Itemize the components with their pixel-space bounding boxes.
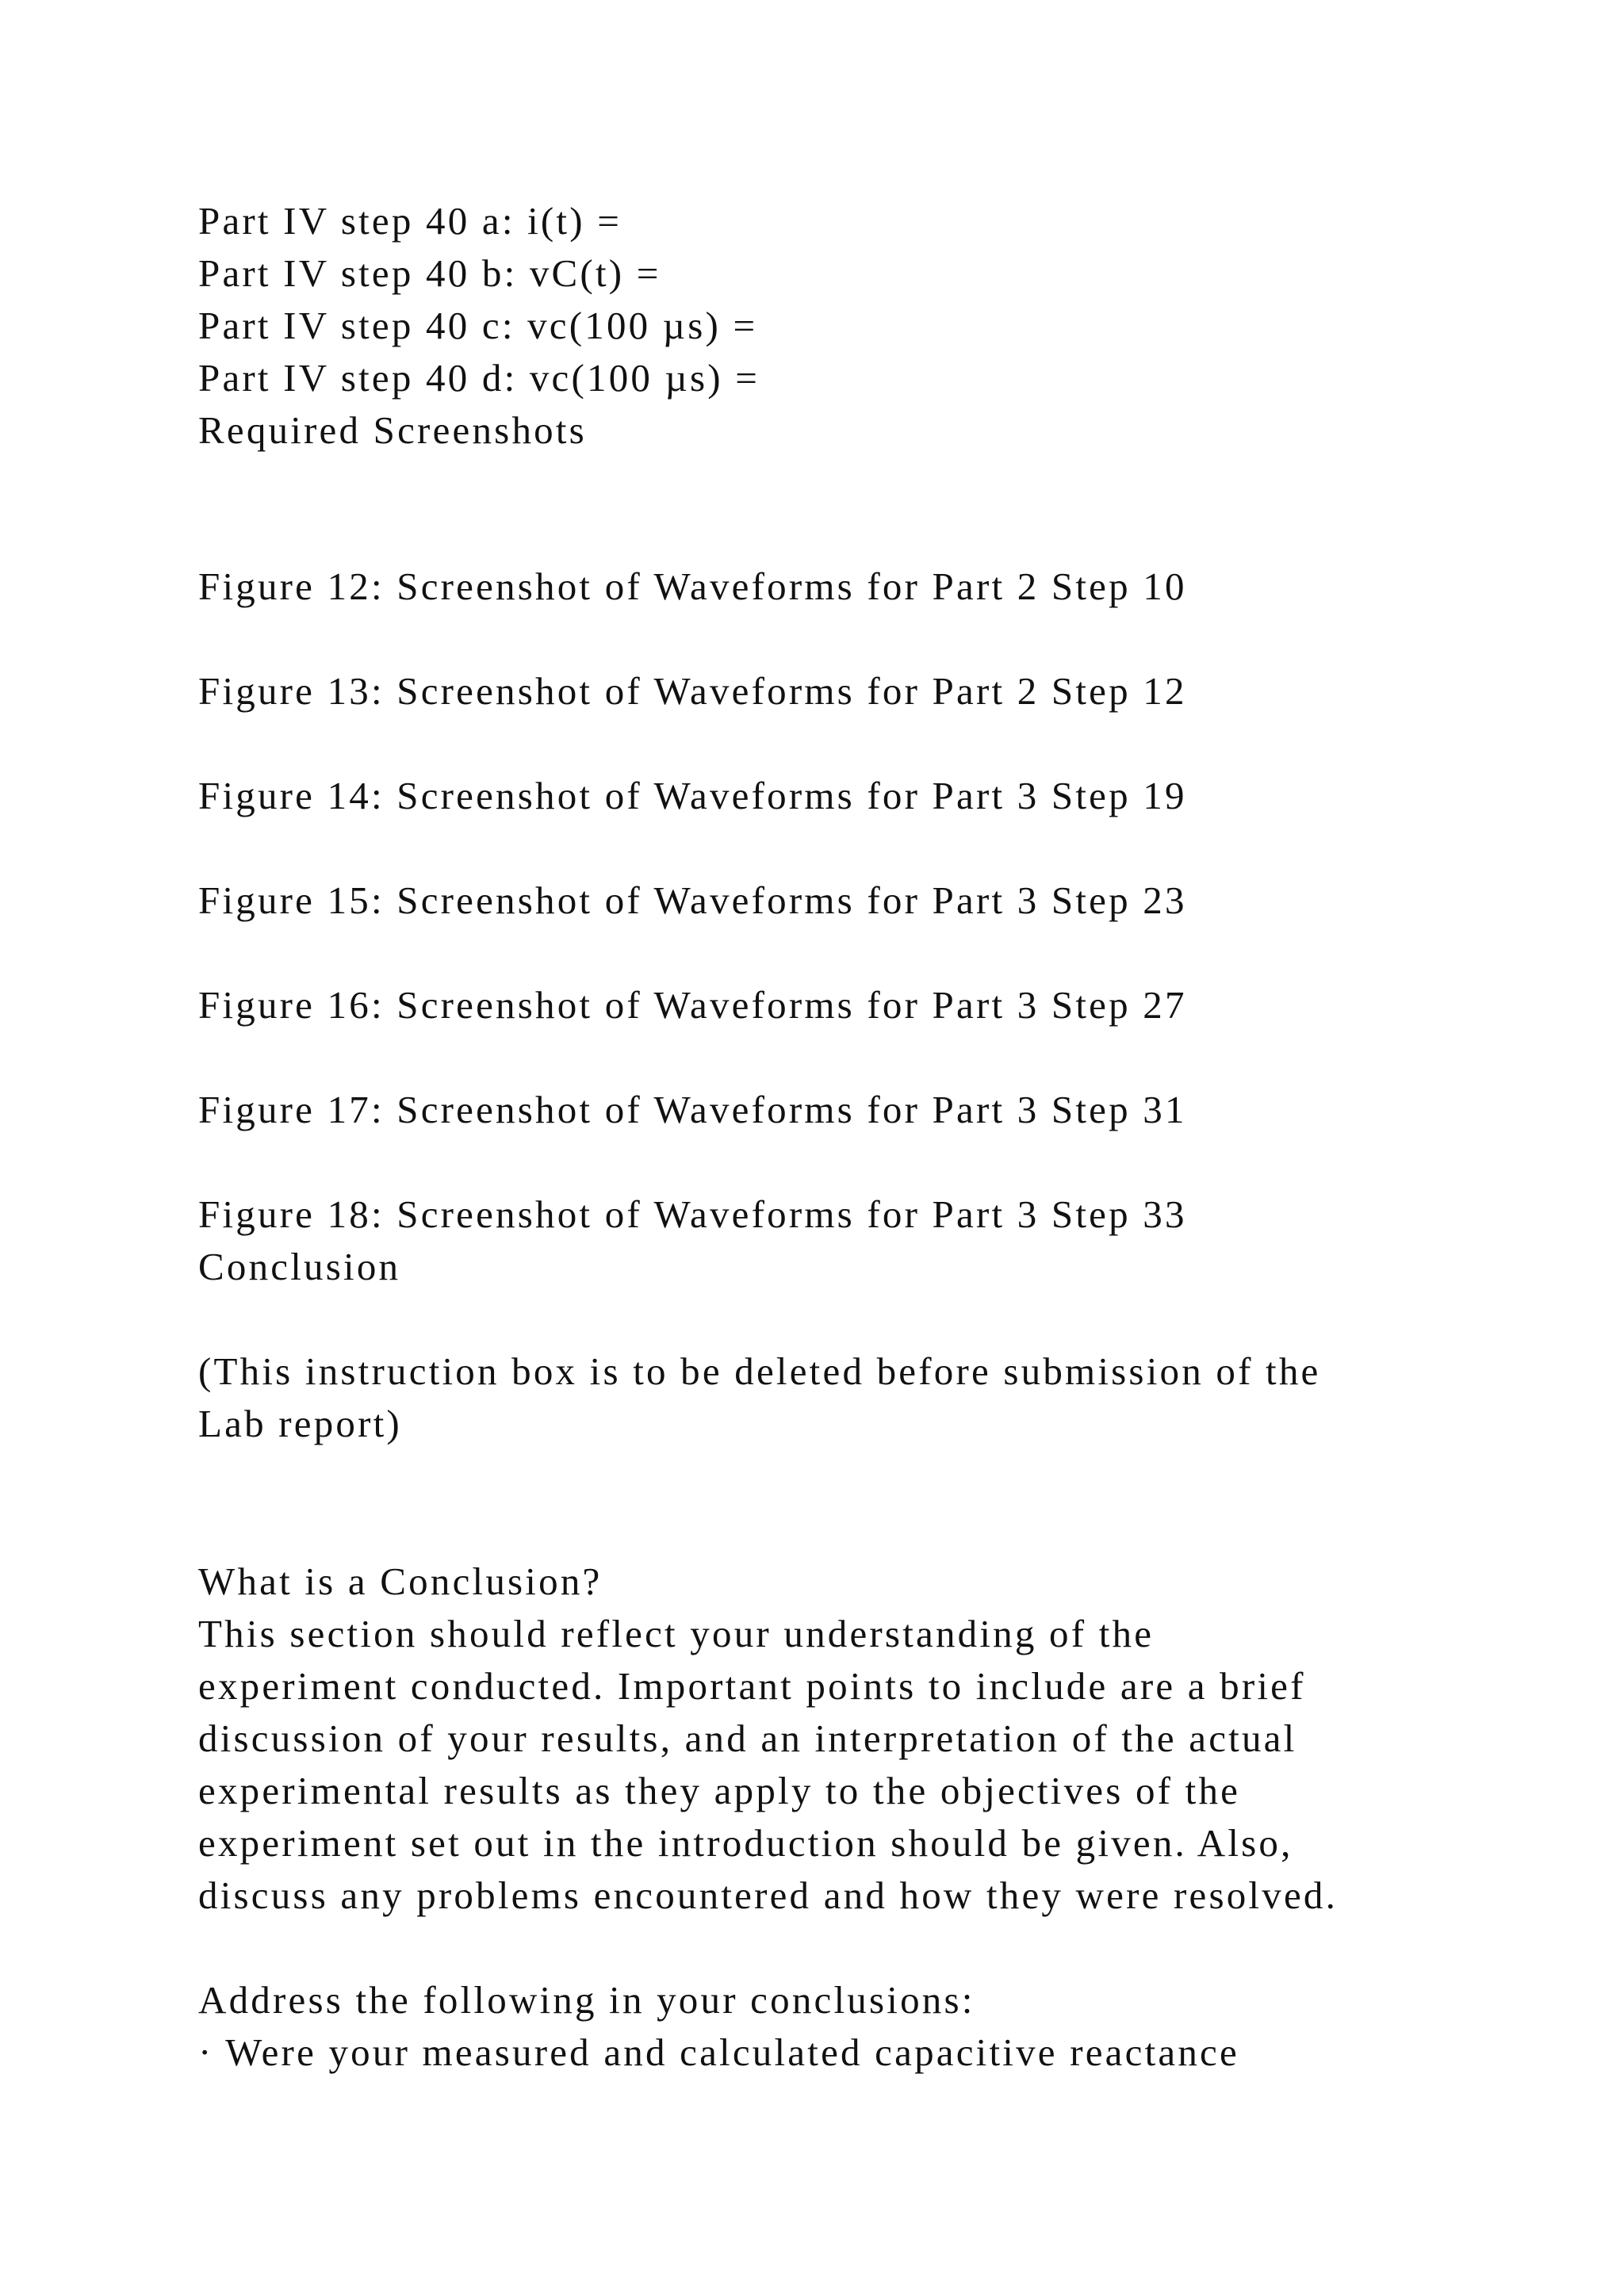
answer-step40c: Part IV step 40 c: vc(100 µs) =: [198, 304, 758, 347]
figure-caption: Figure 17: Screenshot of Waveforms for Part 3 Step 31: [198, 1088, 1187, 1131]
required-screenshots-heading: Required Screenshots: [198, 408, 587, 452]
figure-caption: Figure 16: Screenshot of Waveforms for Part 3 Step 27: [198, 983, 1187, 1027]
instruction-line: (This instruction box is to be deleted before submission of the: [198, 1349, 1321, 1393]
figure-caption: Figure 15: Screenshot of Waveforms for Part 3 Step 23: [198, 878, 1187, 922]
answer-step40d: Part IV step 40 d: vc(100 µs) =: [198, 356, 760, 400]
bullet-item: · Were your measured and calculated capacitive reactance: [198, 2030, 1239, 2074]
figure-caption: Figure 14: Screenshot of Waveforms for Part 3 Step 19: [198, 774, 1187, 817]
description-line: This section should reflect your understanding of the: [198, 1612, 1155, 1655]
answer-step40a: Part IV step 40 a: i(t) =: [198, 199, 622, 243]
conclusion-question: What is a Conclusion?: [198, 1559, 603, 1603]
description-line: experiment conducted. Important points to include are a brief: [198, 1664, 1306, 1708]
description-line: discuss any problems encountered and how they were resolved.: [198, 1873, 1339, 1917]
description-line: experimental results as they apply to the objectives of the: [198, 1769, 1241, 1812]
description-line: discussion of your results, and an interpretation of the actual: [198, 1716, 1297, 1760]
conclusion-heading: Conclusion: [198, 1245, 401, 1288]
description-line: experiment set out in the introduction should be given. Also,: [198, 1821, 1293, 1865]
answer-step40b: Part IV step 40 b: vC(t) =: [198, 251, 661, 295]
address-intro: Address the following in your conclusions:: [198, 1978, 975, 2022]
figure-caption: Figure 13: Screenshot of Waveforms for Part 2 Step 12: [198, 669, 1187, 713]
instruction-line: Lab report): [198, 1402, 402, 1445]
figure-caption: Figure 18: Screenshot of Waveforms for Part 3 Step 33: [198, 1192, 1187, 1236]
figure-caption: Figure 12: Screenshot of Waveforms for Part 2 Step 10: [198, 564, 1187, 608]
